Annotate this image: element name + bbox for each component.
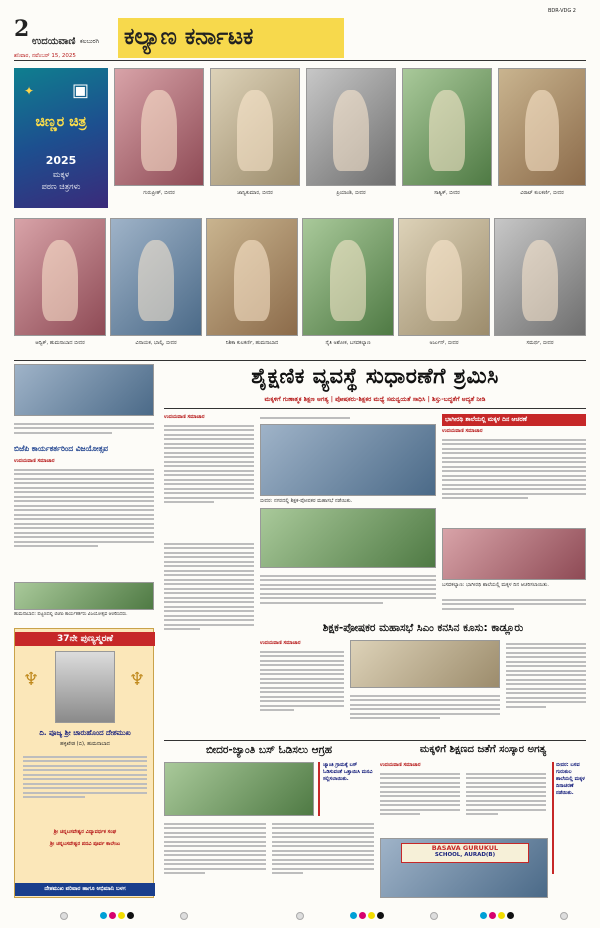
photo-caption: ಪ್ರಿಯಾಂಶಿ, ಬೀದರ [336,190,366,196]
print-dot-magenta [359,912,366,919]
print-dot-magenta [489,912,496,919]
photo-card [494,218,586,358]
obituary-line-1: ಶ್ರೀ ಚನ್ನಬಸವೇಶ್ವರ ವಿದ್ಯಾವರ್ಧಕ ಸಂಘ [53,829,117,835]
photo-card [498,68,586,218]
child-photo [210,68,300,186]
story-2-dateline: ಉದಯವಾಣಿ ಸಮಾಚಾರ [260,640,301,646]
photo-caption: ವಿರಾಟ್ ಕುಲಕರ್ಣಿ, ಬೀದರ [520,190,564,196]
feature-title: ಚಿಣ್ಣರ ಚಿತ್ರ [35,114,87,130]
story-4-sidebar: ಬೀದರ: ಬಸವ ಗುರುಕುಲ ಶಾಲೆಯಲ್ಲಿ ಮಕ್ಕಳ ದಿನಾಚರಣೆ ನಡೆಯಿತು. [552,762,586,874]
photo-card [402,68,492,218]
photo-caption: ನಿಶಿಕಾ ಕುಲಕರ್ಣಿ, ಹುಮನಾಬಾದ [225,340,279,346]
story-3-sidebar: ಜ್ಯಾಂತಿ ಗ್ರಾಮಕ್ಕೆ ಬಸ್ ಓಡಿಸುವಂತೆ ಒತ್ತಾಯಿಸಿ ಮನವಿ ಸಲ್ಲಿಸಲಾಯಿತು. [318,762,374,816]
edition-label: ಕಲಬುರಗಿ [80,38,100,45]
story-2-body-2 [350,692,500,738]
portrait-photo [55,651,115,723]
story-3-body-2 [272,820,374,900]
feature-subtitle-1: ಮಕ್ಕಳ [52,170,70,179]
school-banner-title: BASAVA GURUKUL [431,844,499,852]
registration-mark [296,912,304,920]
lamp-icon-right: ♆ [129,669,146,690]
print-dot-yellow [498,912,505,919]
print-dot-cyan [480,912,487,919]
print-dot-magenta [109,912,116,919]
story-2-body-3 [506,640,586,738]
obituary-name: ದಿ. ಪೂಜ್ಯ ಶ್ರೀ ಚಾರುಹೊಂದ ದೇಶಮುಖ [39,729,131,737]
photo-row-1 [114,68,586,218]
side-story-1-headline: ಭಾಗೀರಥಿ ಶಾಲೆಯಲ್ಲಿ ಮಕ್ಕಳ ದಿನ ಆಚರಣೆ [442,414,586,426]
main-headline: ಶೈಕ್ಷಣಿಕ ವ್ಯವಸ್ಥೆ ಸುಧಾರಣೆಗೆ ಶ್ರಮಿಸಿ [251,364,499,388]
feature-logo [14,68,108,208]
obituary-anniversary: 37ನೇ ಪುಣ್ಯಸ್ಮರಣೆ [15,632,155,646]
left-story-photo-2 [14,582,154,610]
masthead-rule [14,60,586,61]
photo-caption: ಆದ್ವಿಕ್, ಹುಮನಾಬಾದ ಬೀದರ [35,340,85,346]
print-dot-cyan [100,912,107,919]
print-dot-black [377,912,384,919]
main-deck: ಮಕ್ಕಳಿಗೆ ಗುಣಾತ್ಮಕ ಶಿಕ್ಷಣ ಅಗತ್ಯ | ಪೋಷಕರು-ಶಿಕ್ಷಕರ ಮಧ್ಯೆ ಸಮನ್ವಯತೆ ಸಾಧಿಸಿ | ಶಿಸ್ತು-ಬದ್ಧತೆಗೆ ಆದ್ಯತೆ ನೀಡಿ [264,396,486,403]
photo-card [114,68,204,218]
story-3-photo [164,762,314,816]
photo-card [306,68,396,218]
photo-card [14,218,106,358]
story-4-body-2 [466,770,546,836]
school-banner [401,843,529,863]
main-story-photo-2 [260,508,436,568]
obituary-box [14,628,154,898]
photo-caption: ಅರ್ಜುನ್, ಬೀದರ [429,340,459,346]
photo-row-2 [14,218,586,358]
sparkle-icon: ✦ [24,84,35,98]
story-3-body-1 [164,820,266,900]
photo-caption: ಗುರುಪ್ರೀತ್, ಬೀದರ [143,190,175,196]
print-dot-yellow [118,912,125,919]
child-photo [302,218,394,336]
obituary-footer: ದೇಶಮುಖ ಪರಿವಾರ ಹಾಗೂ ಅಭಿಮಾನಿ ಬಳಗ [15,883,155,896]
school-banner-sub: SCHOOL, AURAD(B) [434,852,496,858]
left-story-photo [14,364,154,416]
story-2-headline: ಶಿಕ್ಷಕ-ಪೋಷಕರ ಮಹಾಸಭೆ ಸಿಎಂ ಕನಸಿನ ಕೂಸು: ಕಾಡ್ಲೂರು [322,622,524,634]
story-4-headline: ಮಕ್ಕಳಿಗೆ ಶಿಕ್ಷಣದ ಜತೆಗೆ ಸಂಸ್ಕಾರ ಅಗತ್ಯ [419,744,547,755]
story-2-photo [350,640,500,688]
child-photo [494,218,586,336]
deck-rule [164,408,586,409]
left-story-headline: ಬಿಜೆಪಿ ಕಾರ್ಯಕರ್ತರಿಂದ ವಿಜಯೋತ್ಸವ [14,444,109,453]
story-3-headline: ಬೀದರ-ಜ್ಯಾಂತಿ ಬಸ್ ಓಡಿಸಲು ಆಗ್ರಹ [206,744,332,756]
left-story-dateline: ಉದಯವಾಣಿ ಸಮಾಚಾರ [14,458,55,464]
left-story-lead [14,420,154,444]
paper-name: ಉದಯವಾಣಿ [32,36,76,47]
print-dot-black [127,912,134,919]
left-story-body [14,466,154,578]
side-story-1-body [442,436,586,526]
story-4-body-1 [380,770,460,836]
registration-mark [560,912,568,920]
child-photo [306,68,396,186]
photo-caption: ವಿನಾಯಕ, ಭಾಲ್ಕಿ, ಬೀದರ [135,340,177,346]
main-photo-caption: ಬೀದರ: ನಗರದಲ್ಲಿ ಶಿಕ್ಷಕ-ಪೋಷಕರ ಮಹಾಸಭೆ ನಡೆಯಿತು. [260,498,353,504]
page-code: BDR-VDG 2 [548,8,576,14]
print-dot-yellow [368,912,375,919]
photo-caption: ಸಮರ್ಥ, ಬೀದರ [526,340,554,346]
child-photo [402,68,492,186]
feature-year: 2025 [45,154,77,167]
side-story-1-caption: ಬಸವಕಲ್ಯಾಣ: ಭಾಗೀರಥಿ ಶಾಲೆಯಲ್ಲಿ ಮಕ್ಕಳ ದಿನ ಆಚರಿಸಲಾಯಿತು. [442,582,549,588]
main-body-col-3 [164,540,254,666]
photo-caption: ಸಾತ್ವಿಕ್, ಬೀದರ [434,190,460,196]
section-title: ಕಲ್ಯಾಣ ಕರ್ನಾಟಕ [124,24,254,50]
main-dateline: ಉದಯವಾಣಿ ಸಮಾಚಾರ [164,414,205,420]
child-photo [14,218,106,336]
story-4-photo [380,838,548,898]
photo-card [110,218,202,358]
lamp-icon-left: ♆ [23,669,40,690]
photo-card [398,218,490,358]
photo-card [302,218,394,358]
issue-date: ಶನಿವಾರ, ನವೆಂಬರ್ 15, 2025 [14,53,76,59]
obituary-place: ಹಳ್ಳಿಖೇಡ (ಬಿ), ಹುಮನಾಬಾದ [60,741,110,747]
story-4-dateline: ಉದಯವಾಣಿ ಸಮಾಚಾರ [380,762,421,768]
photo-card [206,218,298,358]
child-photo [206,218,298,336]
obituary-line-2: ಶ್ರೀ ಚನ್ನಬಸವೇಶ್ವರ ಪದವಿ ಪೂರ್ವ ಕಾಲೇಜು [49,841,121,847]
registration-mark [60,912,68,920]
main-body-col-1 [164,422,254,536]
lower-rule [164,740,586,741]
page-number: 2 [14,16,30,42]
child-photo [114,68,204,186]
side-story-1-dateline: ಉದಯವಾಣಿ ಸಮಾಚಾರ [442,428,483,434]
section-rule [14,360,586,361]
child-photo [398,218,490,336]
main-body-col-4 [260,572,436,620]
photo-caption: ಜಾನ್ವಿಕುಮಾರ, ಬೀದರ [237,190,273,196]
side-story-1-body-2 [442,596,586,620]
child-photo [110,218,202,336]
child-photo [498,68,586,186]
registration-mark [180,912,188,920]
print-dot-black [507,912,514,919]
registration-mark [430,912,438,920]
camera-icon: ▣ [72,80,90,101]
story-2-body-1 [260,648,344,738]
print-dot-cyan [350,912,357,919]
side-story-1-photo [442,528,586,580]
left-story-photo-caption: ಹುಮನಾಬಾದ: ಪಟ್ಟಣದಲ್ಲಿ ಬಿಜೆಪಿ ಕಾರ್ಯಕರ್ತರು ವಿಜಯೋತ್ಸವ ಆಚರಿಸಿದರು. [14,612,128,617]
photo-card [210,68,300,218]
feature-subtitle-2: ಪಠಣ ಚಿತ್ರಗಳು [41,182,81,191]
photo-caption: ನೈತಿ ಅಶೋಕ, ಬಸವಕಲ್ಯಾಣ [325,340,371,346]
obituary-text [23,753,147,823]
main-story-photo [260,424,436,496]
main-body-col-2 [260,414,350,424]
